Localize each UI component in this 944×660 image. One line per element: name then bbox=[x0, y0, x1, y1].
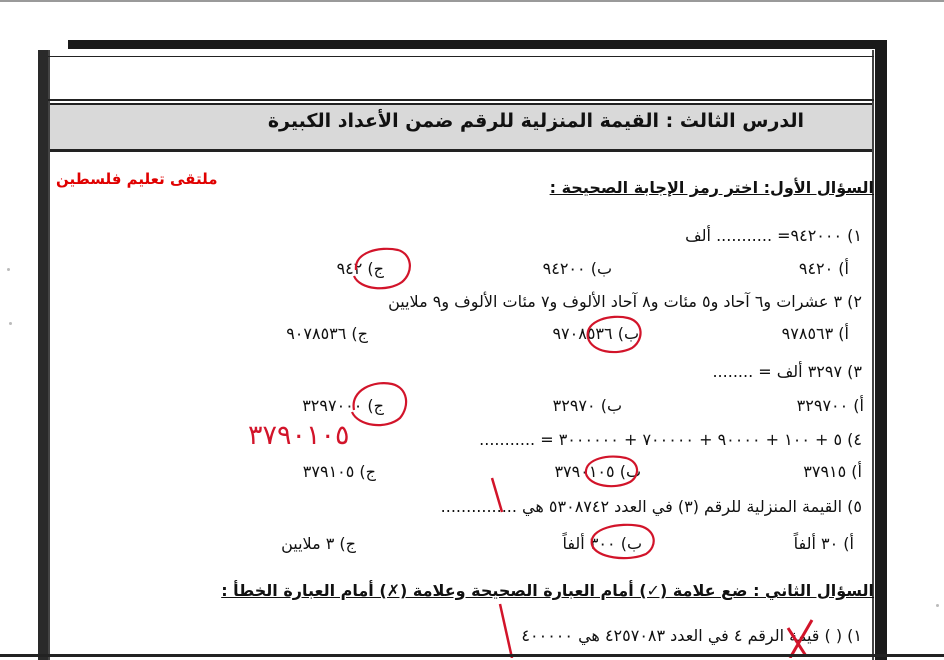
q1-item2-option-b: ب) ٩٧٠٨٥٣٦ bbox=[552, 324, 639, 343]
scan-speck bbox=[936, 604, 939, 607]
frame-inner-right-border bbox=[872, 50, 874, 660]
q2-heading: السؤال الثاني : ضع علامة (✓) أمام العبارة الصحيحة وعلامة (✗) أمام العبارة الخطأ : bbox=[221, 581, 874, 600]
q2-item1-text: ١) ( ) قيمة الرقم ٤ في العدد ٤٢٥٧٠٨٣ هي ٤٠٠٠٠٠ bbox=[521, 626, 862, 645]
q1-item4-stem: ٤) ٥ + ١٠٠ + ٩٠٠٠٠ + ٧٠٠٠٠٠ + ٣٠٠٠٠٠٠ = ........... bbox=[479, 430, 862, 449]
q1-item5-option-a: أ) ٣٠ ألفاً bbox=[793, 534, 854, 553]
q1-item4-option-b: ب) ٣٧٩٠١٠٥ bbox=[554, 462, 641, 481]
handwritten-answer: ٣٧٩٠١٠٥ bbox=[248, 420, 350, 451]
q1-item3-option-a: أ) ٣٢٩٧٠٠ bbox=[796, 396, 864, 415]
q1-item3-option-b: ب) ٣٢٩٧٠ bbox=[552, 396, 622, 415]
frame-left-border bbox=[38, 50, 48, 660]
scan-speck bbox=[7, 268, 10, 271]
q1-item4-option-a: أ) ٣٧٩١٥ bbox=[803, 462, 862, 481]
frame-right-border bbox=[875, 40, 887, 660]
q1-item1-stem: ١) ٩٤٢٠٠٠= ........... ألف bbox=[685, 226, 862, 245]
q1-item2-option-c: ج) ٩٠٧٨٥٣٦ bbox=[286, 324, 368, 343]
digit-strike-q2 bbox=[500, 604, 512, 658]
scan-speck bbox=[9, 322, 12, 325]
q1-item5-stem: ٥) القيمة المنزلية للرقم (٣) في العدد ٥٣٠٨٧٤٢ هي ............... bbox=[440, 497, 862, 516]
q1-item3-stem: ٣) ٣٢٩٧ ألف = ........ bbox=[712, 362, 862, 381]
page-top-edge bbox=[0, 0, 944, 2]
q1-item3-option-c: ج) ٣٢٩٧٠٠٠ bbox=[302, 396, 384, 415]
q1-item1-option-a: أ) ٩٤٢٠ bbox=[798, 259, 849, 278]
lesson-title: الدرس الثالث : القيمة المنزلية للرقم ضمن الأعداد الكبيرة bbox=[267, 110, 804, 132]
header-rule bbox=[48, 99, 874, 101]
q1-item5-option-c: ج) ٣ ملايين bbox=[281, 534, 356, 553]
q1-item1-option-c: ج) ٩٤٢ bbox=[336, 259, 384, 278]
page-bottom-edge bbox=[0, 654, 944, 657]
q1-item2-stem: ٢) ٣ عشرات و٦ آحاد و٥ مئات و٨ آحاد الألوف و٧ مئات الألوف و٩ ملايين bbox=[388, 292, 862, 311]
q1-item1-option-b: ب) ٩٤٢٠٠ bbox=[542, 259, 612, 278]
q1-heading: السؤال الأول: اختر رمز الإجابة الصحيحة : bbox=[549, 178, 874, 197]
forum-label: ملتقى تعليم فلسطين bbox=[56, 170, 218, 188]
q1-item5-option-b: ب) ٣٠٠ ألفاً bbox=[562, 534, 642, 553]
q1-item4-option-c: ج) ٣٧٩١٠٥ bbox=[302, 462, 376, 481]
header-rule bbox=[48, 56, 874, 57]
frame-top-border bbox=[68, 40, 878, 49]
q1-item2-option-a: أ) ٩٧٨٥٦٣ bbox=[781, 324, 849, 343]
